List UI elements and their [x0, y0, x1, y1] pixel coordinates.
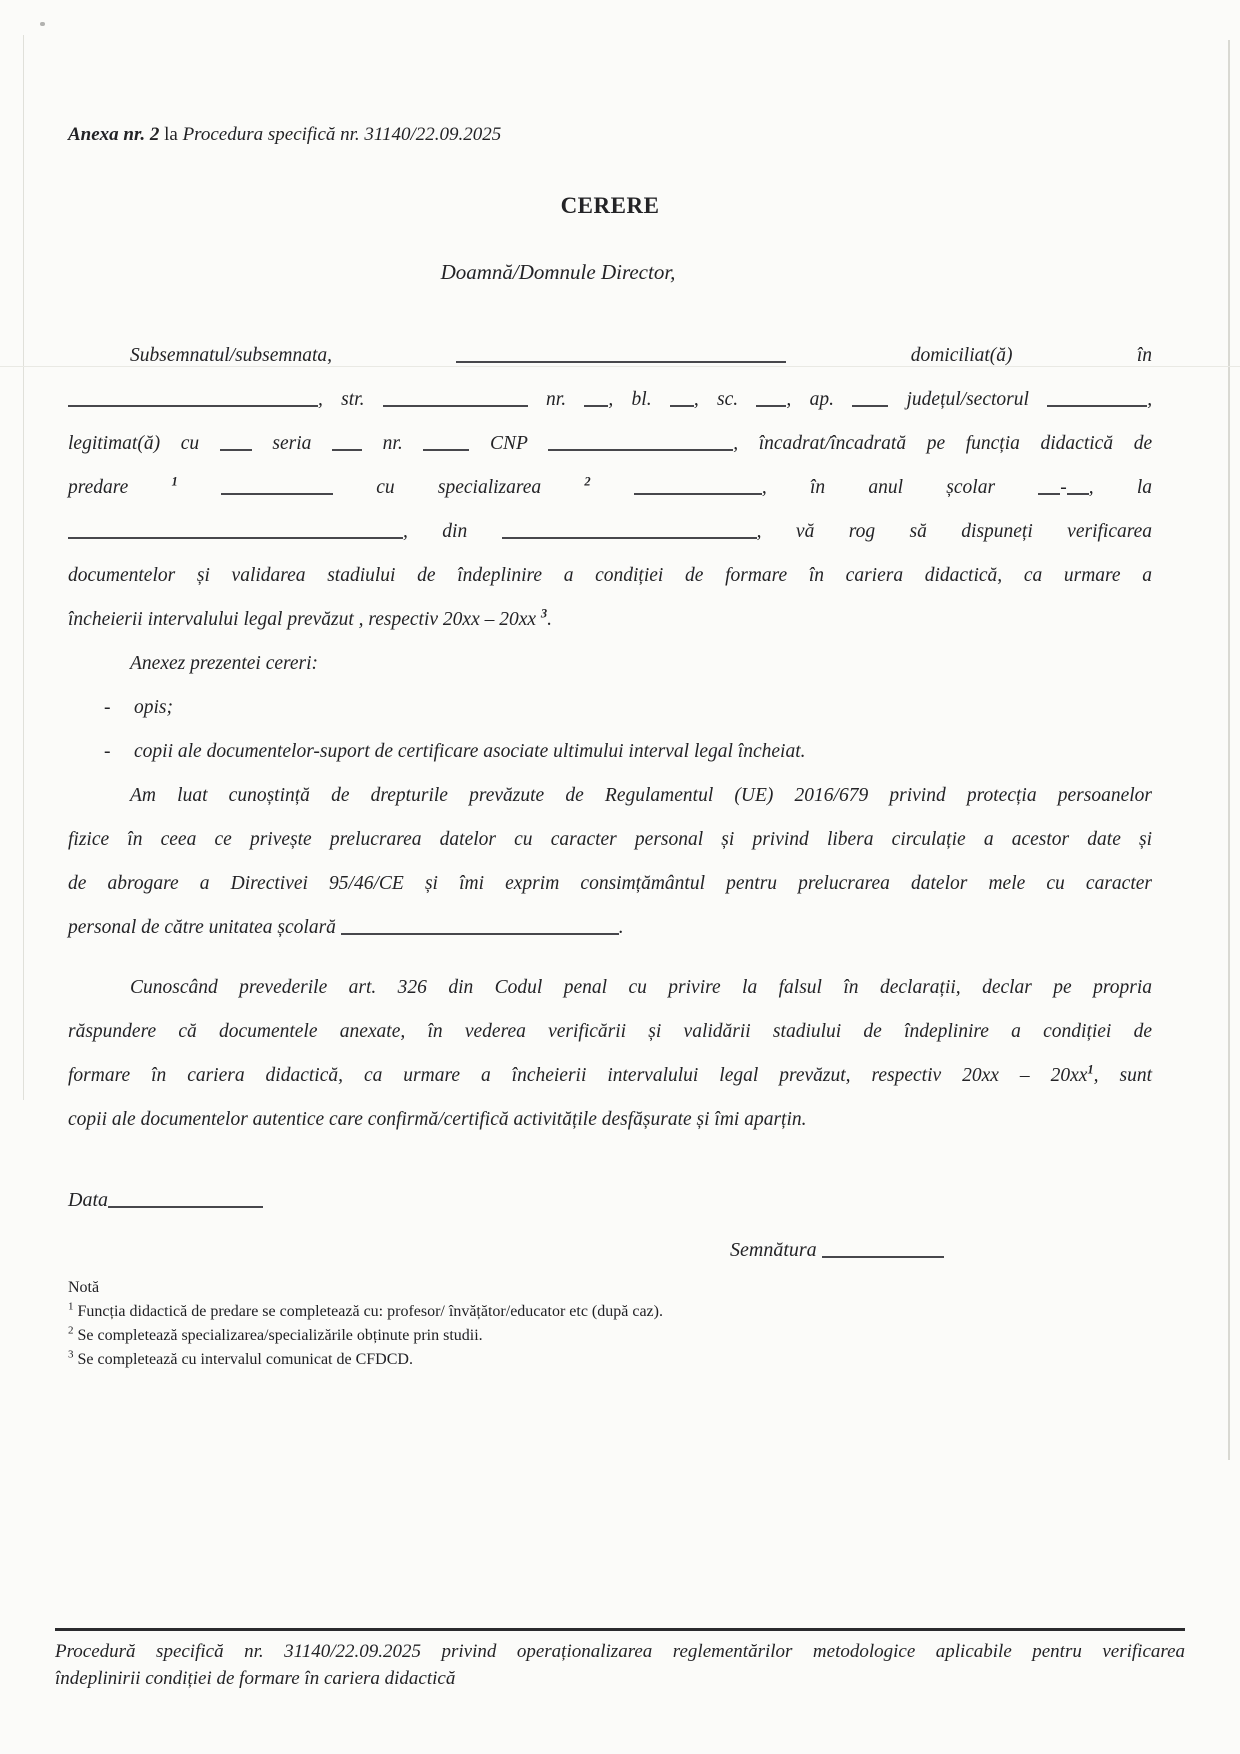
footnote-marker: 3 [68, 1348, 74, 1361]
gdpr-line-4: personal de către unitatea școlară . [68, 917, 624, 938]
blank-field [756, 404, 786, 407]
line-unitate: , din , vă rog să dispuneți verificarea [68, 510, 1152, 554]
dash-bullet: - [104, 741, 111, 762]
document-title: CERERE [560, 193, 660, 218]
salutation: Doamnă/Domnule Director, [440, 260, 676, 284]
footnote-3 [68, 1348, 1152, 1372]
footnote-ref: 1 [171, 474, 178, 489]
scan-edge-line-right [1228, 40, 1230, 1460]
line-legitimat: legitimat(ă) cu seria nr. CNP , încadrat/încadrată pe funcția didactică de [68, 433, 1153, 454]
attachment-item-opis [68, 686, 1152, 730]
document-content [68, 0, 1152, 1372]
blank-field [423, 448, 469, 451]
scan-speck [40, 22, 45, 26]
footnote-text: Se completează specializarea/specializările obținute prin studii. [73, 1327, 483, 1344]
decl-line-3: formare în cariera didactică, ca urmare a încheierii intervalului legal prevăzut, respectiv 20xx – 20xx$^1$, sunt [68, 1062, 1152, 1086]
gdpr-line-1: Am luat cunoștință de drepturile prevăzute de Regulamentul (UE) 2016/679 privind protecția persoanelor [130, 785, 1152, 806]
line-verificare: documentelor și validarea stadiului de îndeplinire a condiției de formare în cariera didactică, ca urmare a [68, 565, 1152, 586]
line-adresa: , str. nr. , bl. , sc. , ap. județul/sectorul , [68, 378, 1152, 422]
blank-field [548, 448, 733, 451]
gdpr-line-3: de abrogare a Directivei 95/46/CE și îmi exprim consimțământul pentru prelucrarea datelor mele cu caracter [68, 873, 1152, 894]
date-block [68, 1178, 1152, 1222]
footnote-text: Funcția didactică de predare se completează cu: profesor/ învățător/educator etc (după caz). [73, 1303, 663, 1320]
attachment-label: opis; [134, 697, 173, 718]
blank-field [1067, 492, 1089, 495]
page-footer [55, 1628, 1185, 1692]
blank-field [456, 360, 786, 363]
footnote-text: Se completează cu intervalul comunicat de CFDCD. [73, 1351, 413, 1368]
footnote-ref: 2 [584, 474, 591, 489]
decl-line-4: copii ale documentelor autentice care confirmă/certifică activitățile desfășurate și îmi aparțin. [68, 1109, 807, 1130]
blank-field [108, 1205, 263, 1208]
declaration-paragraph [68, 966, 1152, 1142]
attachment-item-copii [68, 730, 1152, 774]
blank-field [341, 932, 619, 935]
blank-field [502, 536, 757, 539]
signature-line: Semnătura [730, 1228, 1152, 1272]
gdpr-line-2: fizice în ceea ce privește prelucrarea datelor cu caracter personal și privind libera circulație a acestor date și [68, 829, 1152, 850]
footer-line-2: îndeplinirii condiției de formare în cariera didactică [55, 1668, 456, 1689]
blank-field [221, 492, 333, 495]
decl-line-1: Cunoscând prevederile art. 326 din Codul penal cu privire la falsul în declarații, declar pe propria [130, 977, 1152, 998]
footnote-1 [68, 1300, 1152, 1324]
dash-bullet: - [104, 697, 111, 718]
procedure-reference: Procedura specifică nr. 31140/22.09.2025 [182, 124, 502, 145]
line-subsemnatul: Subsemnatul/subsemnata, domiciliat(ă) în [130, 345, 1153, 366]
gdpr-paragraph [68, 774, 1152, 950]
blank-field [1038, 492, 1060, 495]
blank-field [634, 492, 762, 495]
blank-field [383, 404, 528, 407]
blank-field [852, 404, 888, 407]
footnote-2 [68, 1324, 1152, 1348]
footer-line-1: Procedură specifică nr. 31140/22.09.2025 privind operaționalizarea reglementărilor metodologice aplicabile pentru verificarea [55, 1641, 1185, 1662]
footnotes-title: Notă [68, 1279, 100, 1296]
line-predare: predare $^1$ cu specializarea $^2$ , în anul școlar - , la [68, 474, 1153, 498]
footnotes-block [68, 1276, 1152, 1372]
scan-edge-line-left [23, 35, 24, 1100]
form-body-main [68, 334, 1152, 686]
attachment-label: copii ale documentelor-suport de certificare asociate ultimului interval legal încheiat. [134, 741, 806, 762]
blank-field [68, 536, 403, 539]
footnote-ref: 1 [1087, 1062, 1094, 1077]
signature-block [68, 1228, 1152, 1272]
blank-field [822, 1255, 944, 1258]
line-interval: încheierii intervalului legal prevăzut , respectiv 20xx – 20xx $^3$. [68, 606, 553, 630]
line-anexez: Anexez prezentei cereri: [130, 653, 319, 674]
footnote-ref: 3 [540, 606, 548, 621]
date-line: Data [68, 1178, 1152, 1222]
blank-field [332, 448, 362, 451]
blank-field [584, 404, 608, 407]
blank-field [220, 448, 252, 451]
blank-field [670, 404, 694, 407]
blank-field [1047, 404, 1147, 407]
annex-header [68, 122, 1152, 148]
footnote-marker: 2 [68, 1324, 74, 1337]
annex-connector: la [159, 124, 183, 145]
decl-line-2: răspundere că documentele anexate, în vederea verificării și validării stadiului de îndeplinire a condiției de [68, 1021, 1152, 1042]
blank-field [68, 404, 318, 407]
annex-number: Anexa nr. 2 [68, 124, 160, 145]
footnote-marker: 1 [68, 1300, 74, 1313]
